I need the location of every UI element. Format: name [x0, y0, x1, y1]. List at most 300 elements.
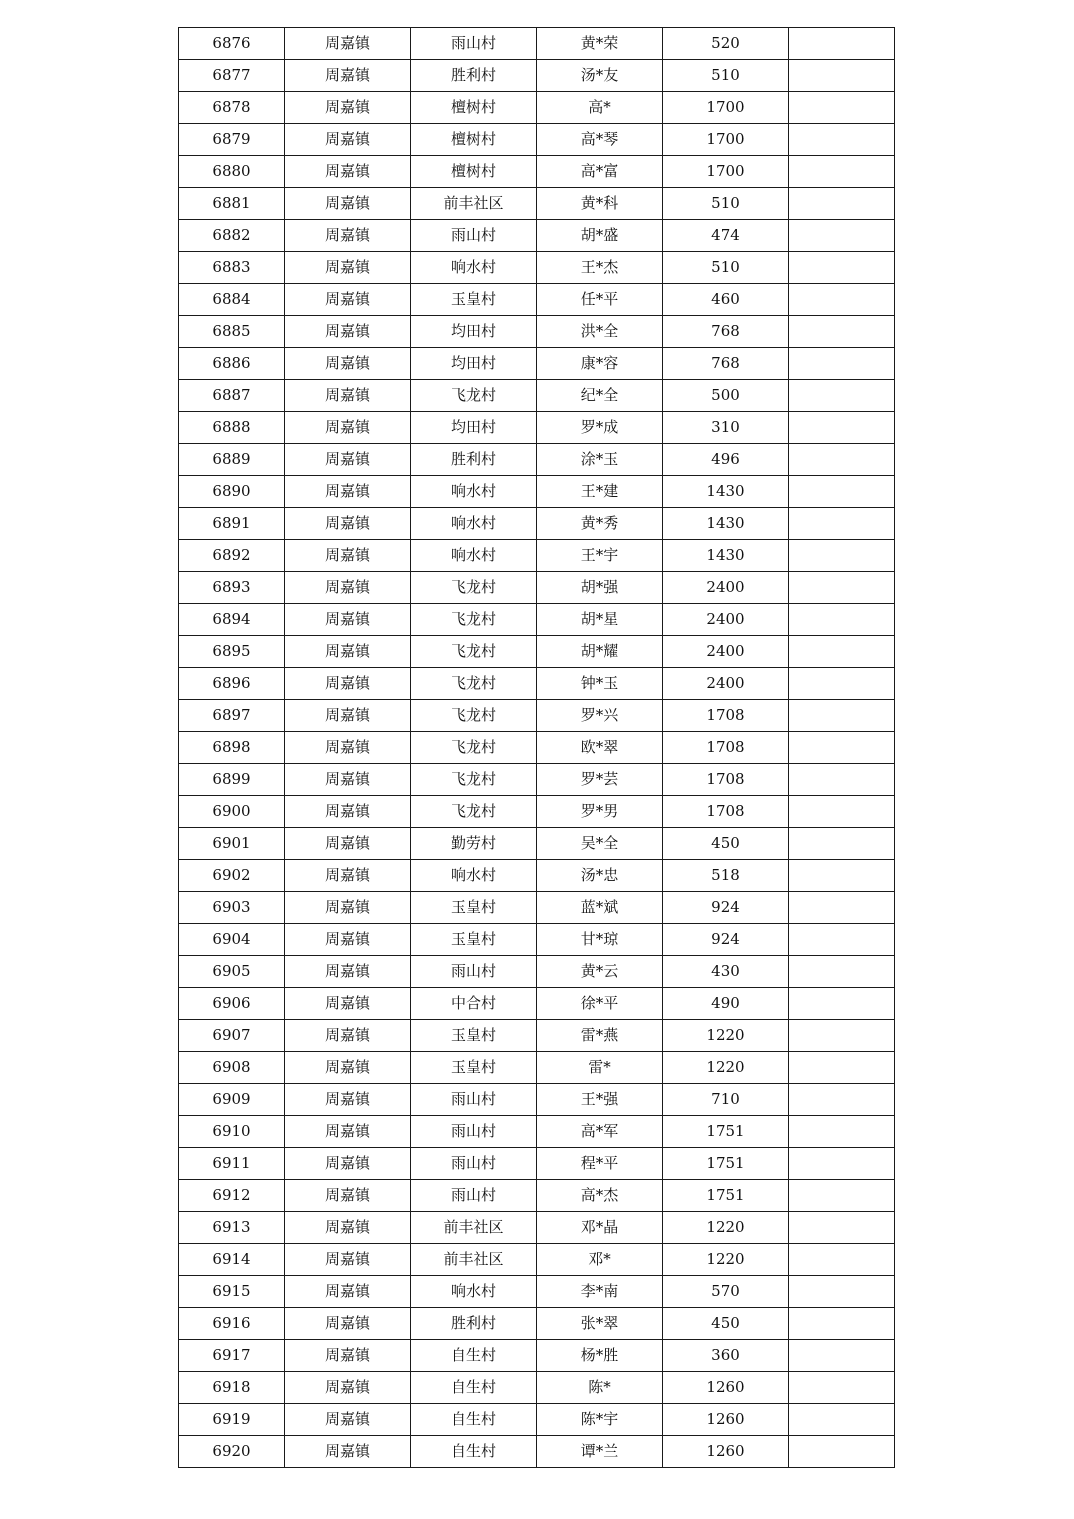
- table-row: [179, 124, 895, 156]
- town-cell: 周嘉镇: [285, 1404, 411, 1436]
- village-cell: 玉皇村: [411, 1020, 537, 1052]
- village-cell: 飞龙村: [411, 604, 537, 636]
- row-number-cell: 6881: [179, 188, 285, 220]
- remark-cell: [789, 700, 895, 732]
- row-number-cell: 6892: [179, 540, 285, 572]
- remark-cell: [789, 124, 895, 156]
- row-number-cell: 6883: [179, 252, 285, 284]
- row-number-cell: 6917: [179, 1340, 285, 1372]
- amount-cell: 2400: [663, 572, 789, 604]
- row-number-cell: 6902: [179, 860, 285, 892]
- amount-cell: 1260: [663, 1404, 789, 1436]
- name-cell: 高*琴: [537, 124, 663, 156]
- table-row: [179, 572, 895, 604]
- table-row: [179, 636, 895, 668]
- name-cell: 黄*荣: [537, 28, 663, 60]
- row-number-cell: 6890: [179, 476, 285, 508]
- remark-cell: [789, 1244, 895, 1276]
- table-body: [179, 28, 895, 1468]
- name-cell: 雷*燕: [537, 1020, 663, 1052]
- name-cell: 邓*: [537, 1244, 663, 1276]
- village-cell: 飞龙村: [411, 732, 537, 764]
- remark-cell: [789, 1180, 895, 1212]
- town-cell: 周嘉镇: [285, 476, 411, 508]
- remark-cell: [789, 956, 895, 988]
- table-row: [179, 796, 895, 828]
- table-row: [179, 892, 895, 924]
- town-cell: 周嘉镇: [285, 284, 411, 316]
- town-cell: 周嘉镇: [285, 732, 411, 764]
- town-cell: 周嘉镇: [285, 1116, 411, 1148]
- amount-cell: 1708: [663, 796, 789, 828]
- name-cell: 胡*盛: [537, 220, 663, 252]
- remark-cell: [789, 92, 895, 124]
- town-cell: 周嘉镇: [285, 1020, 411, 1052]
- table-row: [179, 1116, 895, 1148]
- row-number-cell: 6907: [179, 1020, 285, 1052]
- row-number-cell: 6913: [179, 1212, 285, 1244]
- town-cell: 周嘉镇: [285, 380, 411, 412]
- amount-cell: 2400: [663, 636, 789, 668]
- name-cell: 陈*宇: [537, 1404, 663, 1436]
- amount-cell: 1751: [663, 1180, 789, 1212]
- amount-cell: 2400: [663, 604, 789, 636]
- remark-cell: [789, 1340, 895, 1372]
- table-row: [179, 476, 895, 508]
- table-row: [179, 1372, 895, 1404]
- data-table-container: [178, 27, 895, 1468]
- village-cell: 雨山村: [411, 28, 537, 60]
- amount-cell: 500: [663, 380, 789, 412]
- table-row: [179, 668, 895, 700]
- table-row: [179, 700, 895, 732]
- village-cell: 均田村: [411, 316, 537, 348]
- row-number-cell: 6911: [179, 1148, 285, 1180]
- name-cell: 罗*芸: [537, 764, 663, 796]
- village-cell: 飞龙村: [411, 668, 537, 700]
- table-row: [179, 988, 895, 1020]
- name-cell: 陈*: [537, 1372, 663, 1404]
- name-cell: 谭*兰: [537, 1436, 663, 1468]
- name-cell: 杨*胜: [537, 1340, 663, 1372]
- table-row: [179, 1244, 895, 1276]
- amount-cell: 1708: [663, 732, 789, 764]
- name-cell: 王*宇: [537, 540, 663, 572]
- remark-cell: [789, 1308, 895, 1340]
- row-number-cell: 6889: [179, 444, 285, 476]
- village-cell: 雨山村: [411, 956, 537, 988]
- village-cell: 雨山村: [411, 1148, 537, 1180]
- name-cell: 李*南: [537, 1276, 663, 1308]
- row-number-cell: 6908: [179, 1052, 285, 1084]
- row-number-cell: 6916: [179, 1308, 285, 1340]
- table-row: [179, 380, 895, 412]
- name-cell: 黄*云: [537, 956, 663, 988]
- village-cell: 胜利村: [411, 60, 537, 92]
- remark-cell: [789, 156, 895, 188]
- town-cell: 周嘉镇: [285, 412, 411, 444]
- row-number-cell: 6894: [179, 604, 285, 636]
- table-row: [179, 1436, 895, 1468]
- town-cell: 周嘉镇: [285, 572, 411, 604]
- village-cell: 檀树村: [411, 92, 537, 124]
- table-row: [179, 1308, 895, 1340]
- remark-cell: [789, 860, 895, 892]
- remark-cell: [789, 252, 895, 284]
- amount-cell: 460: [663, 284, 789, 316]
- town-cell: 周嘉镇: [285, 1436, 411, 1468]
- name-cell: 高*富: [537, 156, 663, 188]
- amount-cell: 1708: [663, 700, 789, 732]
- village-cell: 飞龙村: [411, 764, 537, 796]
- remark-cell: [789, 1084, 895, 1116]
- town-cell: 周嘉镇: [285, 92, 411, 124]
- table-row: [179, 92, 895, 124]
- table-row: [179, 156, 895, 188]
- village-cell: 响水村: [411, 252, 537, 284]
- town-cell: 周嘉镇: [285, 540, 411, 572]
- table-row: [179, 316, 895, 348]
- table-row: [179, 252, 895, 284]
- town-cell: 周嘉镇: [285, 828, 411, 860]
- town-cell: 周嘉镇: [285, 892, 411, 924]
- row-number-cell: 6888: [179, 412, 285, 444]
- town-cell: 周嘉镇: [285, 124, 411, 156]
- amount-cell: 1260: [663, 1372, 789, 1404]
- table-row: [179, 1212, 895, 1244]
- row-number-cell: 6876: [179, 28, 285, 60]
- row-number-cell: 6877: [179, 60, 285, 92]
- table-row: [179, 348, 895, 380]
- amount-cell: 1700: [663, 124, 789, 156]
- remark-cell: [789, 924, 895, 956]
- table-row: [179, 1148, 895, 1180]
- table-row: [179, 412, 895, 444]
- town-cell: 周嘉镇: [285, 796, 411, 828]
- row-number-cell: 6914: [179, 1244, 285, 1276]
- remark-cell: [789, 764, 895, 796]
- name-cell: 张*翠: [537, 1308, 663, 1340]
- data-table: [178, 27, 895, 1468]
- remark-cell: [789, 476, 895, 508]
- name-cell: 欧*翠: [537, 732, 663, 764]
- village-cell: 雨山村: [411, 220, 537, 252]
- amount-cell: 1220: [663, 1212, 789, 1244]
- town-cell: 周嘉镇: [285, 220, 411, 252]
- amount-cell: 510: [663, 188, 789, 220]
- table-row: [179, 604, 895, 636]
- name-cell: 黄*秀: [537, 508, 663, 540]
- name-cell: 高*军: [537, 1116, 663, 1148]
- name-cell: 涂*玉: [537, 444, 663, 476]
- amount-cell: 450: [663, 828, 789, 860]
- row-number-cell: 6885: [179, 316, 285, 348]
- village-cell: 玉皇村: [411, 1052, 537, 1084]
- name-cell: 王*杰: [537, 252, 663, 284]
- amount-cell: 1700: [663, 156, 789, 188]
- village-cell: 自生村: [411, 1340, 537, 1372]
- amount-cell: 710: [663, 1084, 789, 1116]
- amount-cell: 490: [663, 988, 789, 1020]
- name-cell: 罗*男: [537, 796, 663, 828]
- name-cell: 洪*全: [537, 316, 663, 348]
- town-cell: 周嘉镇: [285, 1308, 411, 1340]
- remark-cell: [789, 1148, 895, 1180]
- row-number-cell: 6903: [179, 892, 285, 924]
- row-number-cell: 6897: [179, 700, 285, 732]
- remark-cell: [789, 444, 895, 476]
- village-cell: 飞龙村: [411, 796, 537, 828]
- name-cell: 胡*强: [537, 572, 663, 604]
- table-row: [179, 732, 895, 764]
- village-cell: 勤劳村: [411, 828, 537, 860]
- name-cell: 胡*星: [537, 604, 663, 636]
- town-cell: 周嘉镇: [285, 1148, 411, 1180]
- amount-cell: 1430: [663, 540, 789, 572]
- table-row: [179, 1180, 895, 1212]
- amount-cell: 518: [663, 860, 789, 892]
- table-row: [179, 924, 895, 956]
- town-cell: 周嘉镇: [285, 700, 411, 732]
- row-number-cell: 6901: [179, 828, 285, 860]
- town-cell: 周嘉镇: [285, 348, 411, 380]
- amount-cell: 310: [663, 412, 789, 444]
- name-cell: 程*平: [537, 1148, 663, 1180]
- village-cell: 均田村: [411, 348, 537, 380]
- remark-cell: [789, 284, 895, 316]
- name-cell: 汤*忠: [537, 860, 663, 892]
- town-cell: 周嘉镇: [285, 1052, 411, 1084]
- village-cell: 自生村: [411, 1404, 537, 1436]
- town-cell: 周嘉镇: [285, 988, 411, 1020]
- amount-cell: 510: [663, 252, 789, 284]
- village-cell: 檀树村: [411, 124, 537, 156]
- town-cell: 周嘉镇: [285, 956, 411, 988]
- village-cell: 胜利村: [411, 444, 537, 476]
- remark-cell: [789, 412, 895, 444]
- village-cell: 玉皇村: [411, 284, 537, 316]
- town-cell: 周嘉镇: [285, 156, 411, 188]
- amount-cell: 570: [663, 1276, 789, 1308]
- amount-cell: 1700: [663, 92, 789, 124]
- remark-cell: [789, 188, 895, 220]
- row-number-cell: 6909: [179, 1084, 285, 1116]
- amount-cell: 1430: [663, 508, 789, 540]
- row-number-cell: 6893: [179, 572, 285, 604]
- table-row: [179, 1084, 895, 1116]
- name-cell: 任*平: [537, 284, 663, 316]
- amount-cell: 2400: [663, 668, 789, 700]
- table-row: [179, 188, 895, 220]
- remark-cell: [789, 636, 895, 668]
- town-cell: 周嘉镇: [285, 668, 411, 700]
- amount-cell: 1430: [663, 476, 789, 508]
- table-row: [179, 1340, 895, 1372]
- remark-cell: [789, 540, 895, 572]
- remark-cell: [789, 1436, 895, 1468]
- remark-cell: [789, 1020, 895, 1052]
- row-number-cell: 6898: [179, 732, 285, 764]
- row-number-cell: 6905: [179, 956, 285, 988]
- town-cell: 周嘉镇: [285, 924, 411, 956]
- remark-cell: [789, 572, 895, 604]
- village-cell: 响水村: [411, 508, 537, 540]
- town-cell: 周嘉镇: [285, 636, 411, 668]
- name-cell: 雷*: [537, 1052, 663, 1084]
- row-number-cell: 6910: [179, 1116, 285, 1148]
- town-cell: 周嘉镇: [285, 1180, 411, 1212]
- table-row: [179, 956, 895, 988]
- remark-cell: [789, 668, 895, 700]
- amount-cell: 496: [663, 444, 789, 476]
- town-cell: 周嘉镇: [285, 28, 411, 60]
- amount-cell: 1220: [663, 1052, 789, 1084]
- table-row: [179, 508, 895, 540]
- town-cell: 周嘉镇: [285, 1276, 411, 1308]
- name-cell: 王*建: [537, 476, 663, 508]
- village-cell: 胜利村: [411, 1308, 537, 1340]
- row-number-cell: 6906: [179, 988, 285, 1020]
- village-cell: 中合村: [411, 988, 537, 1020]
- row-number-cell: 6878: [179, 92, 285, 124]
- village-cell: 飞龙村: [411, 380, 537, 412]
- remark-cell: [789, 1212, 895, 1244]
- remark-cell: [789, 1372, 895, 1404]
- amount-cell: 1751: [663, 1148, 789, 1180]
- remark-cell: [789, 796, 895, 828]
- village-cell: 前丰社区: [411, 1244, 537, 1276]
- name-cell: 黄*科: [537, 188, 663, 220]
- town-cell: 周嘉镇: [285, 604, 411, 636]
- row-number-cell: 6882: [179, 220, 285, 252]
- remark-cell: [789, 508, 895, 540]
- name-cell: 徐*平: [537, 988, 663, 1020]
- row-number-cell: 6904: [179, 924, 285, 956]
- town-cell: 周嘉镇: [285, 444, 411, 476]
- remark-cell: [789, 828, 895, 860]
- village-cell: 自生村: [411, 1372, 537, 1404]
- table-row: [179, 828, 895, 860]
- village-cell: 飞龙村: [411, 572, 537, 604]
- amount-cell: 1220: [663, 1244, 789, 1276]
- village-cell: 雨山村: [411, 1084, 537, 1116]
- name-cell: 邓*晶: [537, 1212, 663, 1244]
- remark-cell: [789, 28, 895, 60]
- name-cell: 罗*成: [537, 412, 663, 444]
- village-cell: 响水村: [411, 540, 537, 572]
- name-cell: 高*杰: [537, 1180, 663, 1212]
- name-cell: 吴*全: [537, 828, 663, 860]
- amount-cell: 1708: [663, 764, 789, 796]
- row-number-cell: 6884: [179, 284, 285, 316]
- table-row: [179, 1020, 895, 1052]
- village-cell: 雨山村: [411, 1180, 537, 1212]
- amount-cell: 1260: [663, 1436, 789, 1468]
- remark-cell: [789, 1404, 895, 1436]
- remark-cell: [789, 1276, 895, 1308]
- amount-cell: 924: [663, 924, 789, 956]
- remark-cell: [789, 316, 895, 348]
- village-cell: 玉皇村: [411, 924, 537, 956]
- table-row: [179, 1276, 895, 1308]
- table-row: [179, 860, 895, 892]
- table-row: [179, 540, 895, 572]
- row-number-cell: 6879: [179, 124, 285, 156]
- village-cell: 前丰社区: [411, 188, 537, 220]
- amount-cell: 360: [663, 1340, 789, 1372]
- remark-cell: [789, 1116, 895, 1148]
- row-number-cell: 6919: [179, 1404, 285, 1436]
- row-number-cell: 6920: [179, 1436, 285, 1468]
- town-cell: 周嘉镇: [285, 316, 411, 348]
- amount-cell: 1751: [663, 1116, 789, 1148]
- town-cell: 周嘉镇: [285, 1084, 411, 1116]
- row-number-cell: 6880: [179, 156, 285, 188]
- village-cell: 檀树村: [411, 156, 537, 188]
- row-number-cell: 6918: [179, 1372, 285, 1404]
- amount-cell: 768: [663, 348, 789, 380]
- name-cell: 汤*友: [537, 60, 663, 92]
- village-cell: 响水村: [411, 476, 537, 508]
- village-cell: 前丰社区: [411, 1212, 537, 1244]
- amount-cell: 430: [663, 956, 789, 988]
- village-cell: 均田村: [411, 412, 537, 444]
- remark-cell: [789, 732, 895, 764]
- remark-cell: [789, 1052, 895, 1084]
- table-row: [179, 444, 895, 476]
- remark-cell: [789, 220, 895, 252]
- town-cell: 周嘉镇: [285, 860, 411, 892]
- village-cell: 玉皇村: [411, 892, 537, 924]
- remark-cell: [789, 604, 895, 636]
- table-row: [179, 284, 895, 316]
- remark-cell: [789, 348, 895, 380]
- name-cell: 康*容: [537, 348, 663, 380]
- row-number-cell: 6891: [179, 508, 285, 540]
- table-row: [179, 1404, 895, 1436]
- village-cell: 飞龙村: [411, 636, 537, 668]
- amount-cell: 768: [663, 316, 789, 348]
- amount-cell: 450: [663, 1308, 789, 1340]
- town-cell: 周嘉镇: [285, 188, 411, 220]
- amount-cell: 924: [663, 892, 789, 924]
- name-cell: 钟*玉: [537, 668, 663, 700]
- amount-cell: 520: [663, 28, 789, 60]
- table-row: [179, 1052, 895, 1084]
- town-cell: 周嘉镇: [285, 508, 411, 540]
- name-cell: 蓝*斌: [537, 892, 663, 924]
- town-cell: 周嘉镇: [285, 60, 411, 92]
- row-number-cell: 6895: [179, 636, 285, 668]
- remark-cell: [789, 380, 895, 412]
- row-number-cell: 6896: [179, 668, 285, 700]
- amount-cell: 474: [663, 220, 789, 252]
- town-cell: 周嘉镇: [285, 252, 411, 284]
- table-row: [179, 28, 895, 60]
- row-number-cell: 6886: [179, 348, 285, 380]
- town-cell: 周嘉镇: [285, 764, 411, 796]
- name-cell: 胡*耀: [537, 636, 663, 668]
- remark-cell: [789, 60, 895, 92]
- name-cell: 高*: [537, 92, 663, 124]
- table-row: [179, 60, 895, 92]
- village-cell: 飞龙村: [411, 700, 537, 732]
- village-cell: 响水村: [411, 1276, 537, 1308]
- town-cell: 周嘉镇: [285, 1244, 411, 1276]
- name-cell: 王*强: [537, 1084, 663, 1116]
- table-row: [179, 764, 895, 796]
- remark-cell: [789, 988, 895, 1020]
